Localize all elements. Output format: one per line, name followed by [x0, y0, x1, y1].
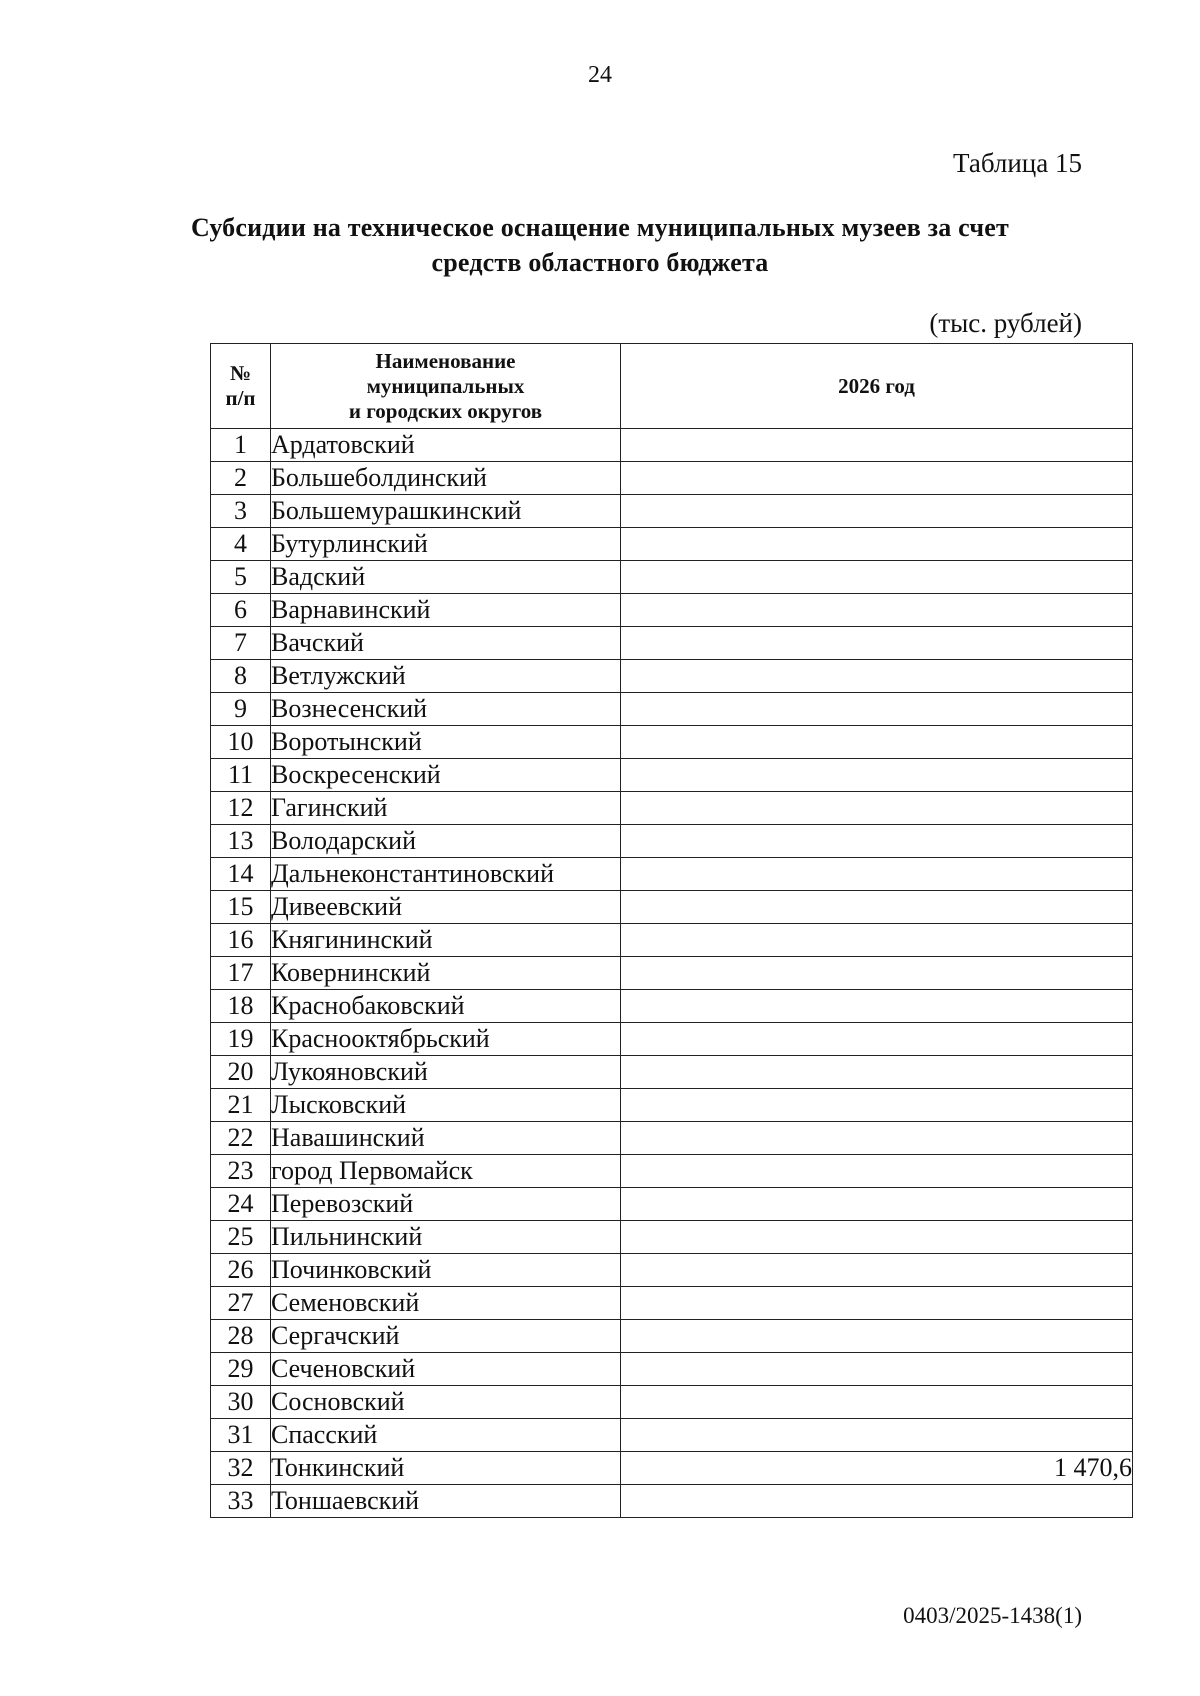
- row-number: 10: [211, 726, 271, 759]
- table-row: [211, 1320, 1133, 1353]
- row-number: 14: [211, 858, 271, 891]
- municipality-name: Большемурашкинский: [271, 495, 621, 528]
- row-number: 27: [211, 1287, 271, 1320]
- row-number: 5: [211, 561, 271, 594]
- table-row: [211, 495, 1133, 528]
- amount-2026: [621, 693, 1133, 726]
- table-row: [211, 1452, 1133, 1485]
- row-number: 2: [211, 462, 271, 495]
- table-row: [211, 1386, 1133, 1419]
- amount-2026: [621, 1254, 1133, 1287]
- table-row: [211, 990, 1133, 1023]
- amount-2026: 1 470,6: [621, 1452, 1133, 1485]
- document-title: [150, 210, 1050, 280]
- municipality-name: Лукояновский: [271, 1056, 621, 1089]
- municipality-name: Навашинский: [271, 1122, 621, 1155]
- amount-2026: [621, 759, 1133, 792]
- municipality-name: Спасский: [271, 1419, 621, 1452]
- amount-2026: [621, 1353, 1133, 1386]
- document-title-line-1: Субсидии на техническое оснащение муниципальных музеев за счет: [191, 213, 1009, 242]
- amount-2026: [621, 1287, 1133, 1320]
- municipality-name: Дивеевский: [271, 891, 621, 924]
- amount-2026: [621, 957, 1133, 990]
- amount-2026: [621, 924, 1133, 957]
- table-row: [211, 858, 1133, 891]
- amount-2026: [621, 495, 1133, 528]
- row-number: 16: [211, 924, 271, 957]
- table-row: [211, 1122, 1133, 1155]
- row-number: 4: [211, 528, 271, 561]
- header-num: [211, 344, 271, 429]
- table-row: [211, 1287, 1133, 1320]
- municipality-name: Перевозский: [271, 1188, 621, 1221]
- municipality-name: Дальнеконстантиновский: [271, 858, 621, 891]
- document-code: 0403/2025-1438(1): [903, 1603, 1082, 1628]
- table-row: [211, 825, 1133, 858]
- row-number: 30: [211, 1386, 271, 1419]
- row-number: 26: [211, 1254, 271, 1287]
- municipality-name: Тонкинский: [271, 1452, 621, 1485]
- units-label: (тыс. рублей): [929, 308, 1082, 338]
- municipality-name: Сеченовский: [271, 1353, 621, 1386]
- header-year: 2026 год: [621, 344, 1133, 429]
- amount-2026: [621, 1188, 1133, 1221]
- amount-2026: [621, 1221, 1133, 1254]
- table-row: [211, 1023, 1133, 1056]
- municipality-name: Володарский: [271, 825, 621, 858]
- header-name-line-3: и городских округов: [348, 398, 543, 423]
- row-number: 24: [211, 1188, 271, 1221]
- table-header-row: [211, 344, 1133, 429]
- amount-2026: [621, 990, 1133, 1023]
- table-row: [211, 1089, 1133, 1122]
- municipality-name: Большеболдинский: [271, 462, 621, 495]
- table-row: [211, 1419, 1133, 1452]
- amount-2026: [621, 1386, 1133, 1419]
- municipality-name: Лысковский: [271, 1089, 621, 1122]
- table-row: [211, 957, 1133, 990]
- header-name-line-1: Наименование: [375, 348, 516, 373]
- amount-2026: [621, 594, 1133, 627]
- row-number: 12: [211, 792, 271, 825]
- document-title-line-2: средств областного бюджета: [431, 248, 769, 277]
- municipality-name: Княгининский: [271, 924, 621, 957]
- row-number: 31: [211, 1419, 271, 1452]
- amount-2026: [621, 792, 1133, 825]
- amount-2026: [621, 1485, 1133, 1518]
- table-row: [211, 924, 1133, 957]
- row-number: 23: [211, 1155, 271, 1188]
- table-row: [211, 594, 1133, 627]
- amount-2026: [621, 627, 1133, 660]
- municipality-name: Сергачский: [271, 1320, 621, 1353]
- page-number: 24: [588, 62, 612, 88]
- municipality-name: Варнавинский: [271, 594, 621, 627]
- row-number: 19: [211, 1023, 271, 1056]
- subsidies-table: [210, 343, 1133, 1518]
- amount-2026: [621, 462, 1133, 495]
- table-row: [211, 1188, 1133, 1221]
- table-row: [211, 792, 1133, 825]
- municipality-name: Тоншаевский: [271, 1485, 621, 1518]
- amount-2026: [621, 1419, 1133, 1452]
- table-row: [211, 759, 1133, 792]
- table-row: [211, 1221, 1133, 1254]
- amount-2026: [621, 1023, 1133, 1056]
- row-number: 7: [211, 627, 271, 660]
- table-row: [211, 726, 1133, 759]
- municipality-name: Вадский: [271, 561, 621, 594]
- row-number: 8: [211, 660, 271, 693]
- municipality-name: Ветлужский: [271, 660, 621, 693]
- row-number: 1: [211, 429, 271, 462]
- header-num-line-2: п/п: [225, 386, 256, 410]
- table-row: [211, 660, 1133, 693]
- municipality-name: Краснооктябрьский: [271, 1023, 621, 1056]
- municipality-name: Починковский: [271, 1254, 621, 1287]
- amount-2026: [621, 660, 1133, 693]
- row-number: 20: [211, 1056, 271, 1089]
- table-row: [211, 1353, 1133, 1386]
- row-number: 9: [211, 693, 271, 726]
- header-name-line-2: муниципальных: [366, 373, 525, 398]
- row-number: 18: [211, 990, 271, 1023]
- amount-2026: [621, 1089, 1133, 1122]
- row-number: 21: [211, 1089, 271, 1122]
- table-body: [211, 429, 1133, 1518]
- amount-2026: [621, 858, 1133, 891]
- amount-2026: [621, 429, 1133, 462]
- municipality-name: Ардатовский: [271, 429, 621, 462]
- row-number: 29: [211, 1353, 271, 1386]
- table-row: [211, 1155, 1133, 1188]
- amount-2026: [621, 528, 1133, 561]
- amount-2026: [621, 825, 1133, 858]
- municipality-name: Пильнинский: [271, 1221, 621, 1254]
- row-number: 22: [211, 1122, 271, 1155]
- table-row: [211, 561, 1133, 594]
- row-number: 28: [211, 1320, 271, 1353]
- table-row: [211, 1485, 1133, 1518]
- municipality-name: Сосновский: [271, 1386, 621, 1419]
- municipality-name: Бутурлинский: [271, 528, 621, 561]
- amount-2026: [621, 561, 1133, 594]
- amount-2026: [621, 726, 1133, 759]
- amount-2026: [621, 1155, 1133, 1188]
- row-number: 3: [211, 495, 271, 528]
- municipality-name: город Первомайск: [271, 1155, 621, 1188]
- municipality-name: Гагинский: [271, 792, 621, 825]
- municipality-name: Краснобаковский: [271, 990, 621, 1023]
- table-label: Таблица 15: [953, 148, 1082, 178]
- table-row: [211, 462, 1133, 495]
- table-row: [211, 1056, 1133, 1089]
- row-number: 13: [211, 825, 271, 858]
- municipality-name: Воротынский: [271, 726, 621, 759]
- row-number: 15: [211, 891, 271, 924]
- row-number: 32: [211, 1452, 271, 1485]
- row-number: 11: [211, 759, 271, 792]
- amount-2026: [621, 1122, 1133, 1155]
- municipality-name: Вознесенский: [271, 693, 621, 726]
- amount-2026: [621, 891, 1133, 924]
- row-number: 6: [211, 594, 271, 627]
- table-row: [211, 627, 1133, 660]
- table-row: [211, 891, 1133, 924]
- amount-2026: [621, 1056, 1133, 1089]
- municipality-name: Воскресенский: [271, 759, 621, 792]
- municipality-name: Семеновский: [271, 1287, 621, 1320]
- municipality-name: Вачский: [271, 627, 621, 660]
- row-number: 17: [211, 957, 271, 990]
- header-name: [271, 344, 621, 429]
- amount-2026: [621, 1320, 1133, 1353]
- header-num-line-1: №: [229, 361, 252, 385]
- table-row: [211, 429, 1133, 462]
- table-row: [211, 1254, 1133, 1287]
- municipality-name: Ковернинский: [271, 957, 621, 990]
- table-row: [211, 693, 1133, 726]
- row-number: 25: [211, 1221, 271, 1254]
- table-row: [211, 528, 1133, 561]
- row-number: 33: [211, 1485, 271, 1518]
